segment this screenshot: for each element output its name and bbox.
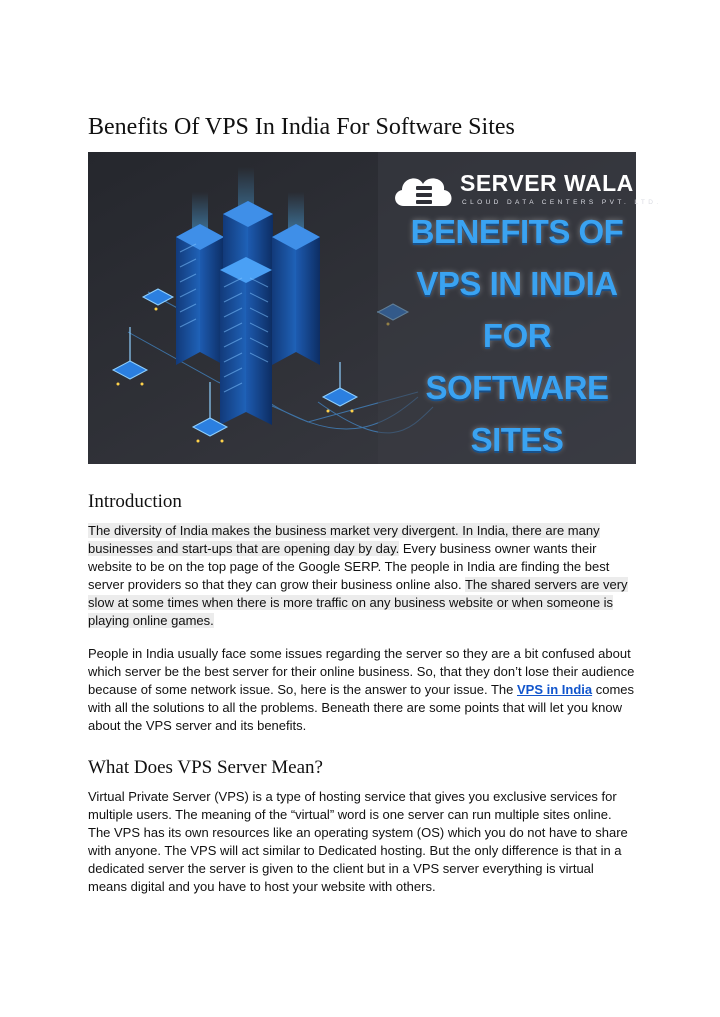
paragraph-text: Every business owner wants their website to be on the top page of the Google SERP. The people in India are finding the best server providers so that they can grow their business online also. (88, 541, 610, 592)
paragraph-text: comes with all the solutions to all the problems. Beneath there are some points that will let you know about the VPS server and its benefits. (88, 682, 635, 733)
logo-tagline: CLOUD DATA CENTERS PVT. LTD. (462, 199, 662, 206)
headline-line: VPS IN INDIA (416, 265, 618, 302)
page-title: Benefits Of VPS In India For Software Sites (88, 114, 515, 140)
section-paragraph: Virtual Private Server (VPS) is a type of hosting service that gives you exclusive services for multiple users. The meaning of the “virtual” word is one server can run multiple sites online. The VPS has its own resources like an operating system (OS) which you do not have to share with anyone. The VPS will act similar to Dedicated hosting. But the only difference is that in a dedicated server the server is given to the client but in a VPS server everything is virtual means digital and you have to host your website with others. (88, 789, 628, 894)
section-heading: What Does VPS Server Mean? (88, 757, 323, 778)
banner-headline (388, 206, 646, 466)
intro-paragraph-2 (88, 645, 636, 735)
highlighted-text: The shared servers are very slow at some times when there is more traffic on any business website or when someone is playing online games. (88, 577, 628, 628)
headline-line: SOFTWARE (425, 369, 609, 406)
intro-heading: Introduction (88, 491, 182, 512)
headline-line: SITES (470, 421, 564, 458)
paragraph-text: People in India usually face some issues regarding the server so they are a bit confused about which server be the best server for their online business. So, that they don’t lose their audience because of some network issue. So, here is the answer to your issue. The (88, 646, 635, 697)
intro-paragraph-1 (88, 522, 636, 630)
highlighted-text: The diversity of India makes the business market very divergent. In India, there are many businesses and start-ups that are opening day by day. (88, 523, 600, 556)
vps-in-india-link[interactable]: VPS in India (516, 682, 593, 697)
headline-line: FOR (482, 317, 552, 354)
headline-line: BENEFITS OF (410, 213, 624, 250)
hero-banner-image (88, 152, 662, 464)
logo-name: SERVER WALA (460, 170, 634, 196)
